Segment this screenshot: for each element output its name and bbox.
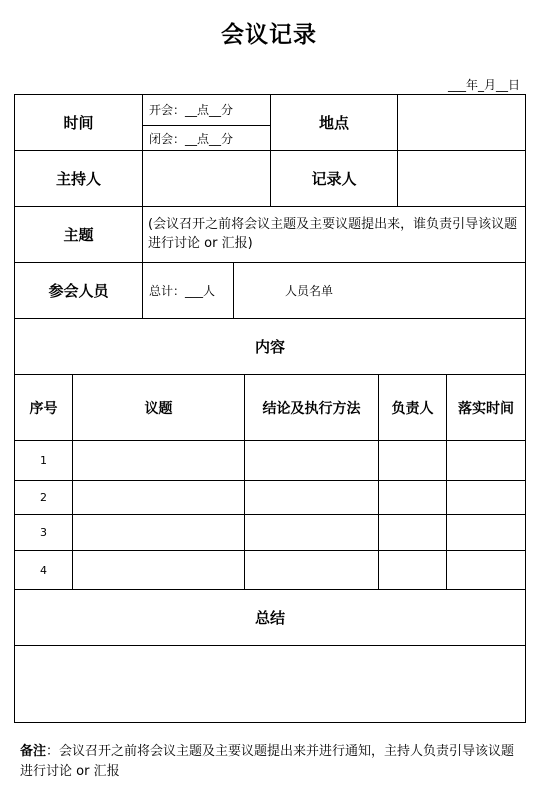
- attendees-label: 参会人员: [48, 282, 109, 300]
- host-label: 主持人: [55, 170, 101, 188]
- summary-field[interactable]: [15, 646, 525, 722]
- row-number: 2: [40, 491, 47, 504]
- column-header-deadline: 落实时间: [458, 400, 514, 417]
- date-line: ___年_月__日: [447, 78, 520, 92]
- topic-label: 主题: [63, 226, 94, 244]
- summary-header: 总结: [254, 609, 285, 627]
- time-label: 时间: [63, 114, 94, 132]
- content-header: 内容: [254, 338, 285, 356]
- footnote: [20, 742, 525, 782]
- column-header-conclusion: 结论及执行方法: [262, 400, 361, 417]
- attendee-total-field[interactable]: 总计：___人: [149, 284, 216, 298]
- column-header-topic: 议题: [144, 400, 173, 417]
- place-label: 地点: [318, 114, 349, 132]
- row-number: 4: [40, 563, 47, 577]
- column-header-owner: 负责人: [391, 400, 434, 417]
- close-time-field[interactable]: 闭会：__点__分: [149, 132, 234, 146]
- page-title: 会议记录: [221, 22, 317, 48]
- place-field[interactable]: [398, 95, 525, 150]
- footnote-label: 备注: [20, 744, 47, 759]
- row-number: 1: [40, 454, 47, 467]
- open-time-field[interactable]: 开会：__点__分: [149, 103, 234, 117]
- host-field[interactable]: [143, 151, 270, 206]
- recorder-label: 记录人: [311, 170, 357, 188]
- row-number: 3: [40, 526, 47, 539]
- footnote-text: ：会议召开之前将会议主题及主要议题提出来并进行通知，主持人负责引导该议题进行讨论 or 汇报: [20, 744, 515, 779]
- attendee-roster-label[interactable]: 人员名单: [285, 284, 334, 298]
- recorder-field[interactable]: [398, 151, 525, 206]
- topic-hint[interactable]: (会议召开之前将会议主题及主要议题提出来，谁负责引导该议题进行讨论 or 汇报): [148, 217, 518, 251]
- column-header-index: 序号: [29, 400, 58, 417]
